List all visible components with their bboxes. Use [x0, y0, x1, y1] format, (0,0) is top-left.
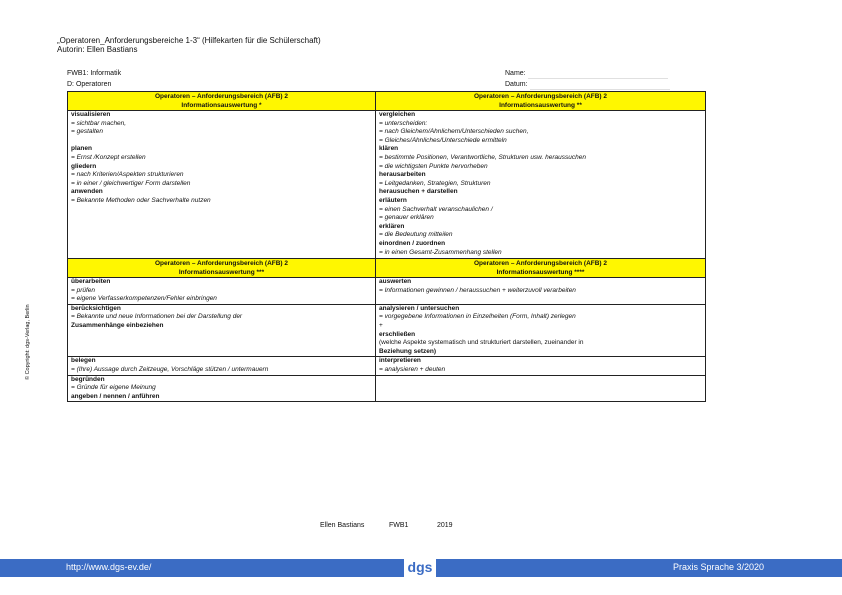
cell-line: = Bekannte Methoden oder Sachverhalte nutzen [71, 196, 211, 204]
cell-line: = unterscheiden: [379, 119, 428, 127]
cell-line: = in einen Gesamt-Zusammenhang stellen [379, 248, 502, 256]
date-label: Datum: [505, 81, 528, 88]
document-title: „Operatoren_Anforderungsbereiche 1-3“ (Hilfekarten für die Schülerschaft) [57, 36, 321, 45]
cell-line: = prüfen [71, 286, 96, 294]
footer-year: 2019 [437, 522, 453, 529]
cell-line: gliedern [71, 162, 97, 170]
section2-row2-right [376, 304, 706, 357]
cell-line: Zusammenhänge einbeziehen [71, 321, 164, 329]
cell-line: = Informationen gewinnen / heraussuchen + weiterzuvoll verarbeiten [379, 286, 576, 294]
document-header [57, 36, 321, 54]
document-author: Autorin: Ellen Bastians [57, 45, 138, 54]
footer-author: Ellen Bastians [320, 522, 365, 529]
section2-row2-left [68, 304, 376, 357]
cell-line: angeben / nennen / anführen [71, 392, 160, 400]
cell-line: = Gleiches/Ähnliches/Unterschiede ermitteln [379, 136, 507, 144]
cell-line: = Ernst /Konzept erstellen [71, 153, 146, 161]
cell-line: erläutern [379, 196, 407, 204]
section2-row3-left [68, 357, 376, 375]
dgs-logo: dgs [404, 556, 436, 578]
section1-left-cell [68, 111, 376, 259]
name-label: Name: [505, 70, 526, 77]
cell-line: = die wichtigsten Punkte hervorheben [379, 162, 488, 170]
cell-line: (welche Aspekte systematisch und strukturiert darstellen, zueinander in [379, 339, 584, 347]
section2-row4-right [376, 375, 706, 402]
website-link[interactable]: http://www.dgs-ev.de/ [66, 562, 152, 572]
section2-row4-left [68, 375, 376, 402]
name-field[interactable] [528, 71, 668, 79]
cell-line: = gestalten [71, 128, 103, 136]
section1-right-cell [376, 111, 706, 259]
section2-row3-right [376, 357, 706, 375]
cell-line: überarbeiten [71, 278, 111, 285]
cell-line: = Bekannte und neue Informationen bei der Darstellung der [71, 313, 243, 321]
date-field[interactable] [530, 82, 670, 90]
section1-right-header: Operatoren – Anforderungsbereich (AFB) 2 Informationsauswertung ** [376, 92, 706, 111]
cell-line: = die Bedeutung mitteilen [379, 231, 453, 239]
cell-line: herausuchen + darstellen [379, 188, 458, 196]
cell-line: Beziehung setzen) [379, 347, 437, 355]
meta-right [505, 68, 670, 90]
cell-line: berücksichtigen [71, 304, 121, 312]
cell-line: anwenden [71, 188, 103, 196]
cell-line: = nach Gleichem/Ähnlichem/Unterschieden suchen, [379, 128, 529, 136]
cell-line: = in einer / gleichwertiger Form darstellen [71, 179, 191, 187]
cell-line: interpretieren [379, 357, 421, 365]
copyright-side-text: © Copyright: dgs-Verlag, Berlin [25, 304, 31, 380]
operator-table [67, 91, 706, 402]
cell-line: vergleichen [379, 111, 416, 118]
cell-line: erschließen [379, 330, 416, 338]
group-label: D: Operatoren [67, 81, 112, 88]
cell-line: = genauer erklären [379, 214, 434, 222]
section2-left-header: Operatoren – Anforderungsbereich (AFB) 2 Informationsauswertung *** [68, 259, 376, 278]
cell-line: begründen [71, 375, 105, 383]
cell-line: visualisieren [71, 111, 111, 118]
cell-line: planen [71, 145, 92, 153]
cell-line: klären [379, 145, 399, 153]
subject-label: FWB1: Informatik [67, 70, 122, 77]
cell-line [71, 137, 372, 146]
cell-line: auswerten [379, 278, 412, 285]
cell-line: = bestimmte Positionen, Verantwortliche, Strukturen usw. heraussuchen [379, 153, 586, 161]
cell-line: = einen Sachverhalt veranschaulichen / [379, 205, 493, 213]
cell-line: + [379, 321, 383, 329]
cell-line: analysieren / untersuchen [379, 304, 460, 312]
footer-class: FWB1 [389, 522, 409, 529]
cell-line: = eigene Verfasserkompetenzen/Fehler einbringen [71, 295, 217, 303]
meta-left [67, 68, 121, 90]
cell-line: = (Ihre) Aussage durch Zeitzeuge, Vorschläge stützen / untermauern [71, 365, 269, 373]
section2-row1-right [376, 278, 706, 305]
section1-left-header: Operatoren – Anforderungsbereich (AFB) 2 Informationsauswertung * [68, 92, 376, 111]
cell-line: = sichtbar machen, [71, 119, 127, 127]
cell-line: = vorgegebene Informationen in Einzelheiten (Form, Inhalt) zerlegen [379, 313, 576, 321]
section2-row1-left [68, 278, 376, 305]
issue-label: Praxis Sprache 3/2020 [672, 562, 764, 572]
cell-line: herausarbeiten [379, 171, 426, 179]
cell-line: = analysieren + deuten [379, 365, 446, 373]
cell-line: = Leitgedanken, Strategien, Strukturen [379, 179, 491, 187]
cell-line: = nach Kriterien/Aspekten strukturieren [71, 171, 184, 179]
cell-line: belegen [71, 357, 96, 365]
cell-line: einordnen / zuordnen [379, 239, 446, 247]
cell-line: erklären [379, 222, 405, 230]
cell-line: = Gründe für eigene Meinung [71, 384, 156, 392]
section2-right-header: Operatoren – Anforderungsbereich (AFB) 2 Informationsauswertung **** [376, 259, 706, 278]
